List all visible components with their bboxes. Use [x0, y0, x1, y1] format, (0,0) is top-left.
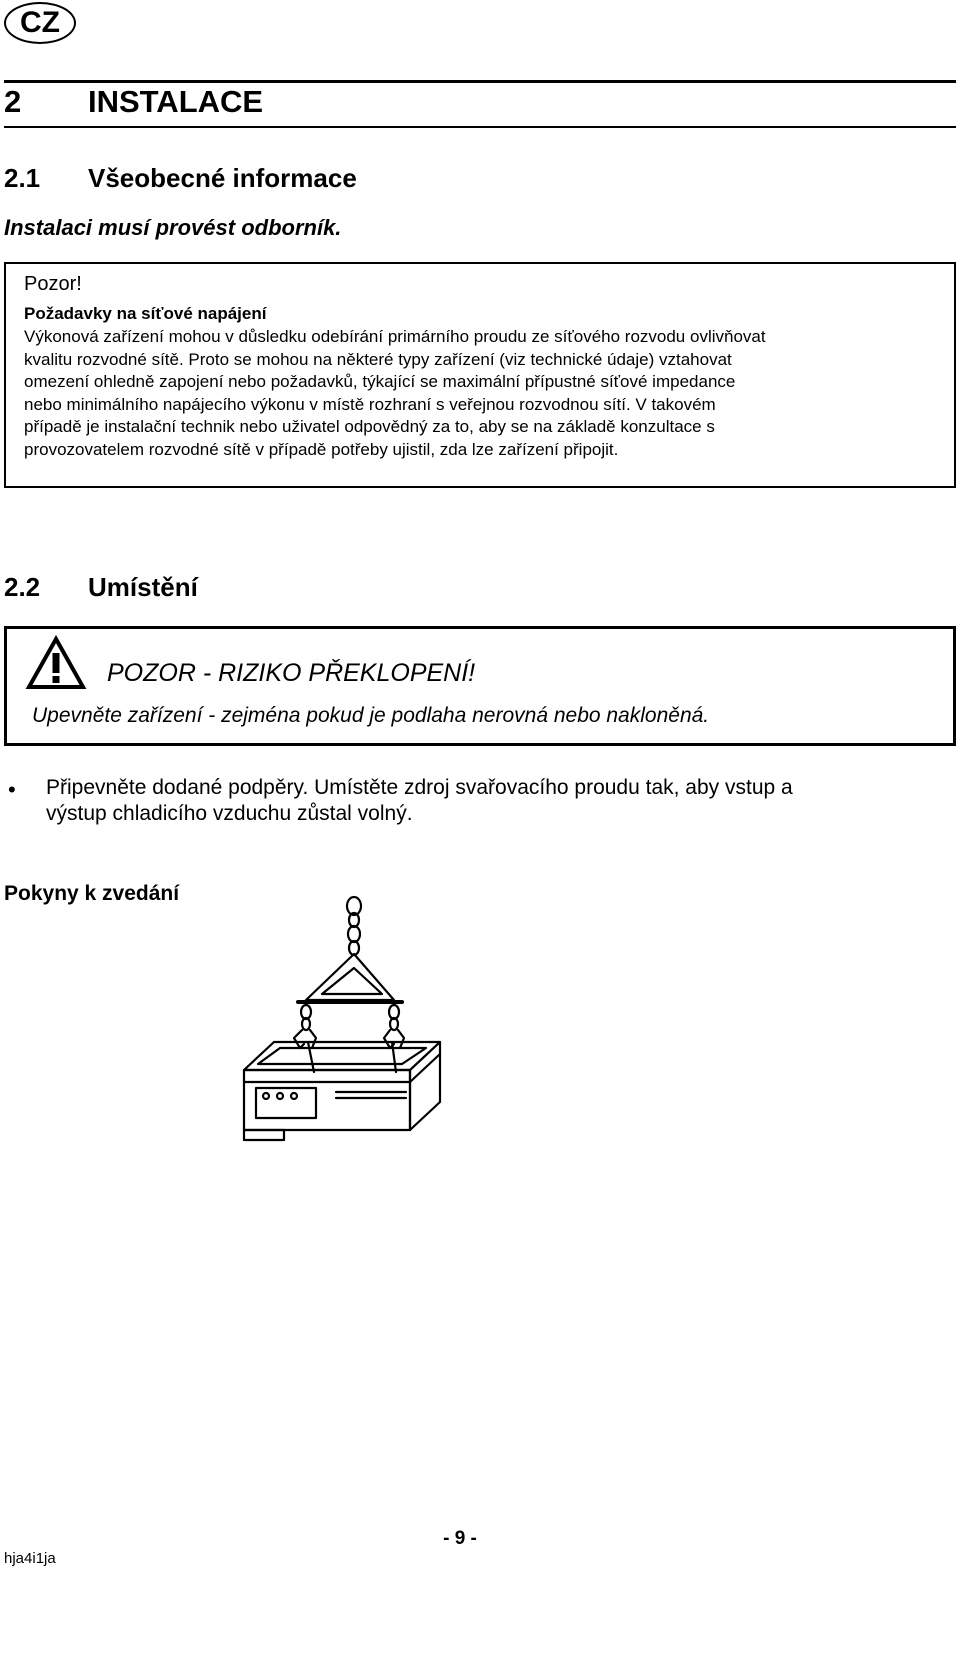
section-rule — [4, 126, 956, 128]
subsection-title: Všeobecné informace — [88, 163, 357, 193]
subsection-number: 2.2 — [4, 572, 41, 602]
page-number: - 9 - — [443, 1528, 477, 1549]
subsection-title: Umístění — [88, 572, 198, 602]
warning-text: Upevněte zařízení - zejména pokud je podlaha nerovná nebo nakloněná. — [32, 704, 710, 727]
notice-subtitle: Požadavky na síťové napájení — [24, 304, 267, 323]
warning-title: POZOR - RIZIKO PŘEKLOPENÍ! — [107, 659, 476, 687]
document-code: hja4i1ja — [4, 1550, 56, 1567]
notice-line: omezení ohledně zapojení nebo požadavků, týkající se maximální přípustné síťové impedance — [24, 372, 736, 392]
notice-body — [24, 326, 936, 462]
top-rule — [4, 80, 956, 83]
notice-line: případě je instalační technik nebo uživatel odpovědný za to, aby se na základě konzultace s — [24, 417, 715, 437]
notice-line: nebo minimálního napájecího výkonu v místě rozhraní s veřejnou rozvodnou sítí. V takovém — [24, 394, 716, 414]
language-badge: CZ — [4, 2, 76, 44]
bullet-line: Připevněte dodané podpěry. Umístěte zdroj svařovacího proudu tak, aby vstup a — [46, 776, 793, 799]
section-title: INSTALACE — [88, 84, 264, 119]
notice-line: provozovatelem rozvodné sítě v případě potřeby ujistil, zda lze zařízení připojit. — [24, 439, 619, 459]
subsection-heading-placement — [4, 572, 198, 603]
lifting-heading: Pokyny k zvedání — [4, 882, 180, 905]
tipping-warning-box — [4, 626, 956, 746]
notice-line: kvalitu rozvodné sítě. Proto se mohou na některé typy zařízení (viz technické údaje) vztahovat — [24, 349, 732, 369]
installer-note: Instalaci musí provést odborník. — [4, 215, 342, 240]
section-heading — [4, 84, 263, 120]
section-number: 2 — [4, 84, 22, 119]
subsection-heading-general — [4, 163, 357, 194]
notice-title: Pozor! — [24, 273, 82, 295]
bullet-line: výstup chladicího vzduchu zůstal volný. — [46, 802, 413, 825]
power-supply-notice — [4, 262, 956, 488]
warning-triangle-icon — [25, 635, 87, 691]
bullet-symbol: • — [8, 777, 16, 802]
bullet-text — [46, 775, 951, 827]
subsection-number: 2.1 — [4, 163, 41, 193]
lifting-yoke-illustration — [236, 892, 446, 1142]
notice-line: Výkonová zařízení mohou v důsledku odebírání primárního proudu ze síťového rozvodu ovlivňovat — [24, 327, 766, 346]
